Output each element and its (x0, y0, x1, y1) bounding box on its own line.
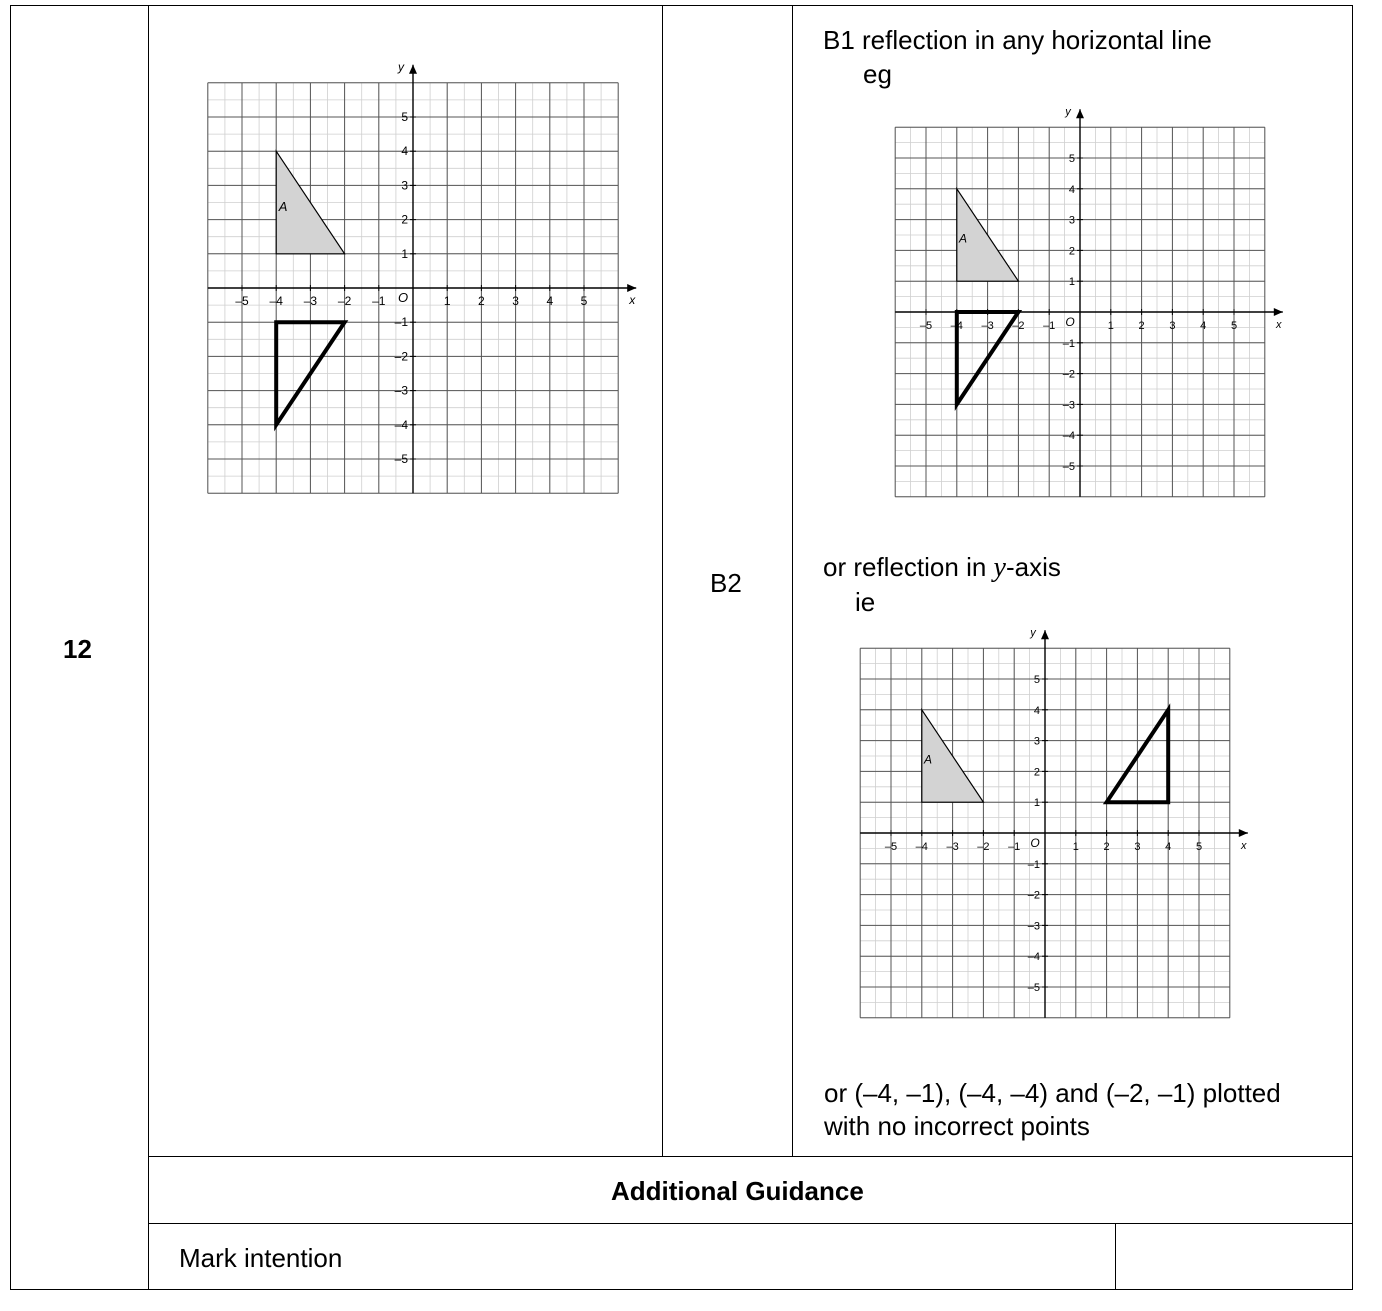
x-tick-label: 2 (1138, 320, 1145, 332)
alt-y-axis-variable: y (993, 552, 1006, 583)
divider-number-column (148, 5, 149, 1290)
x-tick-label: 3 (1134, 841, 1141, 853)
alt-y-axis-prefix: or reflection in (823, 552, 994, 582)
x-tick-label: –4 (915, 841, 928, 853)
table-border-bottom (10, 1289, 1353, 1290)
x-tick-label: –1 (1043, 320, 1056, 332)
x-tick-label: 5 (580, 294, 588, 308)
x-tick-label: –3 (303, 294, 318, 308)
y-tick-label: –2 (1062, 368, 1075, 381)
example-y-axis-grid (845, 628, 1255, 1038)
y-tick-label: 2 (401, 212, 408, 227)
x-tick-label: 1 (1072, 841, 1079, 853)
y-tick-label: –1 (1062, 337, 1075, 350)
b1-criterion: B1 reflection in any horizontal line (823, 25, 1212, 55)
y-axis-arrow (409, 65, 417, 74)
y-tick-label: 3 (1033, 735, 1040, 748)
shape-a-label: A (923, 752, 932, 767)
y-axis-label: y (1030, 627, 1036, 640)
y-tick-label: 2 (1068, 245, 1075, 258)
alt-y-axis-suffix: -axis (1005, 552, 1061, 582)
divider-mark-column (792, 5, 793, 1157)
x-tick-label: 4 (1165, 841, 1172, 853)
y-tick-label: –4 (394, 417, 408, 432)
y-tick-label: –2 (1027, 889, 1040, 902)
x-tick-label: 4 (546, 294, 554, 308)
x-tick-label: –3 (946, 841, 959, 853)
divider-guidance-row (148, 1223, 1353, 1224)
y-tick-label: –3 (394, 383, 408, 398)
x-axis-arrow (1239, 829, 1248, 837)
y-tick-label: 1 (401, 246, 408, 261)
x-tick-label: –5 (235, 294, 249, 308)
x-tick-label: 4 (1200, 320, 1207, 332)
table-border-left (10, 5, 11, 1290)
y-tick-label: 3 (1068, 214, 1075, 227)
x-axis-label: x (1241, 840, 1247, 852)
y-tick-label: 5 (1033, 674, 1040, 686)
x-tick-label: 1 (443, 294, 451, 308)
y-tick-label: 1 (1033, 797, 1040, 810)
x-tick-label: –1 (1008, 841, 1021, 853)
y-tick-label: –5 (1062, 461, 1075, 473)
x-tick-label: 1 (1107, 320, 1114, 332)
alt-points-criterion-line2: with no incorrect points (824, 1111, 1090, 1141)
y-tick-label: 2 (1033, 766, 1040, 779)
y-tick-label: –5 (394, 452, 408, 466)
y-axis-arrow (1076, 109, 1084, 118)
y-tick-label: 1 (1068, 276, 1075, 289)
x-tick-label: 3 (512, 294, 519, 308)
x-tick-label: –4 (950, 320, 963, 332)
y-tick-label: –3 (1027, 920, 1040, 933)
divider-guidance-top (148, 1156, 1353, 1157)
y-tick-label: –5 (1027, 982, 1040, 994)
mark-intention-label: Mark intention (179, 1243, 343, 1273)
y-axis-arrow (1041, 630, 1049, 639)
x-tick-label: –2 (1012, 320, 1025, 332)
x-tick-label: –4 (269, 294, 283, 308)
alt-y-axis-criterion (823, 554, 1061, 582)
y-axis-label: y (1065, 106, 1071, 119)
answer-grid (190, 55, 650, 515)
y-tick-label: –1 (394, 315, 408, 330)
x-tick-label: –3 (981, 320, 994, 332)
y-tick-label: –1 (1027, 858, 1040, 871)
y-tick-label: 4 (1068, 183, 1075, 196)
x-tick-label: 5 (1230, 320, 1238, 332)
x-tick-label: 3 (1169, 320, 1176, 332)
origin-label: O (397, 290, 409, 305)
y-tick-label: –4 (1062, 430, 1075, 443)
alt-points-criterion-line1: or (–4, –1), (–4, –4) and (–2, –1) plotted (824, 1078, 1281, 1108)
x-axis-arrow (627, 284, 636, 292)
shape-a-label: A (278, 199, 288, 215)
example-horizontal-grid (850, 105, 1282, 515)
x-tick-label: 2 (478, 294, 485, 308)
y-tick-label: 5 (1068, 153, 1075, 165)
b1-eg-label: eg (863, 59, 892, 89)
x-tick-label: –5 (884, 841, 898, 853)
origin-label: O (1030, 836, 1040, 850)
additional-guidance-heading: Additional Guidance (611, 1176, 864, 1206)
y-tick-label: 3 (401, 178, 408, 193)
shape-a-label: A (958, 231, 967, 246)
y-tick-label: 4 (1033, 704, 1040, 717)
x-axis-label: x (629, 293, 636, 307)
question-number: 12 (63, 634, 92, 664)
x-tick-label: –2 (337, 294, 352, 308)
x-tick-label: 2 (1103, 841, 1110, 853)
x-tick-label: –2 (977, 841, 990, 853)
x-tick-label: –5 (919, 320, 933, 332)
y-tick-label: –2 (394, 349, 408, 364)
x-tick-label: 5 (1195, 841, 1203, 853)
x-tick-label: –1 (372, 294, 386, 308)
table-border-top (10, 5, 1353, 6)
x-axis-label: x (1276, 319, 1282, 331)
divider-answer-column (662, 5, 663, 1157)
y-tick-label: –4 (1027, 951, 1040, 964)
y-axis-label: y (398, 59, 404, 74)
y-tick-label: –3 (1062, 399, 1075, 412)
alt-ie-label: ie (855, 587, 876, 617)
x-axis-arrow (1274, 308, 1283, 316)
origin-label: O (1065, 315, 1075, 329)
y-tick-label: 4 (401, 144, 408, 159)
y-tick-label: 5 (401, 110, 408, 124)
divider-guidance-mark (1115, 1223, 1116, 1290)
mark-value: B2 (710, 568, 742, 598)
table-border-right (1352, 5, 1353, 1290)
